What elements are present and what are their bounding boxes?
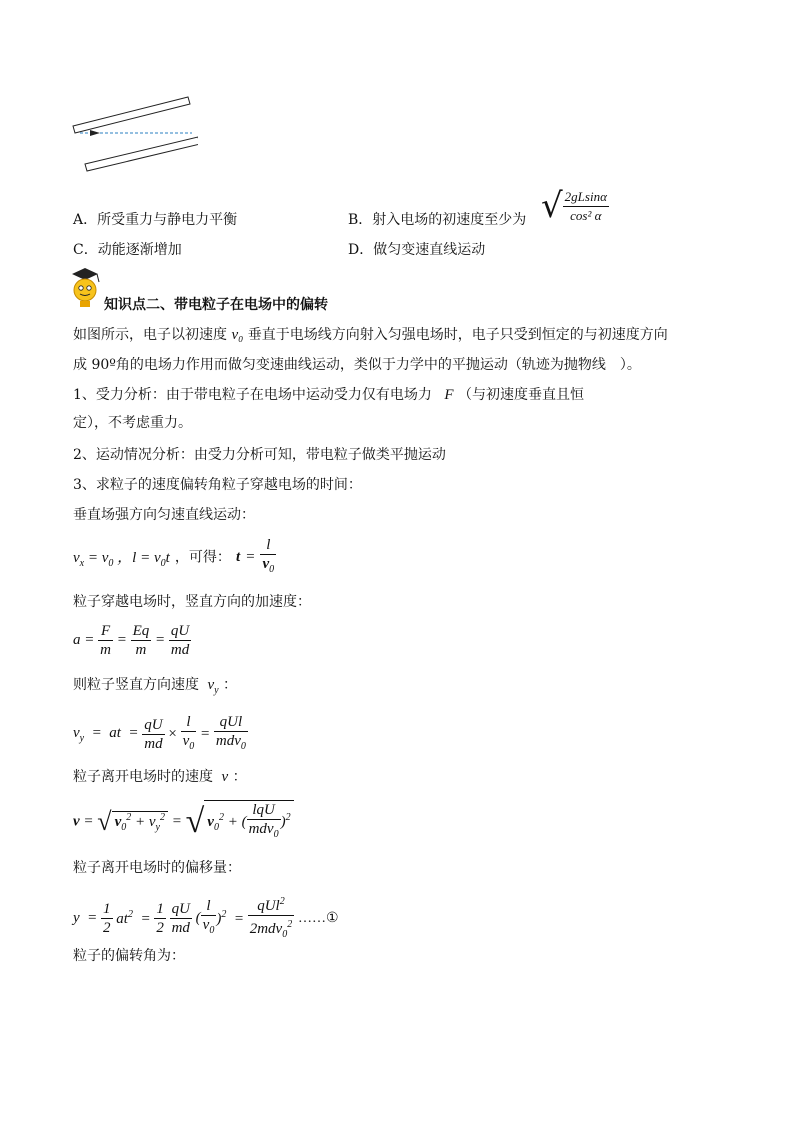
equation-time: $v_x = v_0$ ，$l = v_0t$ ，可得： t = $\frac{l}{v_0}$	[73, 537, 275, 575]
point-2: 2、运动情况分析：由受力分析可知，带电粒子做类平抛运动	[73, 447, 446, 463]
point-1: 1、受力分析：由于带电粒子在电场中运动受力仅有电场力 F （与初速度垂直且恒	[73, 387, 584, 403]
option-a: A．所受重力与静电力平衡	[73, 212, 238, 228]
vertical-label: 粒子穿越电场时，竖直方向的加速度：	[73, 594, 311, 610]
graduate-mascot-icon	[68, 266, 102, 310]
point-3: 3、求粒子的速度偏转角粒子穿越电场的时间：	[73, 477, 362, 493]
parallel-plates-figure	[68, 92, 198, 178]
horizontal-label: 垂直场强方向匀速直线运动：	[73, 507, 255, 523]
intro-line-1: 如图所示，电子以初速度 v₀ 垂直于电场线方向射入匀强电场时，电子只受到恒定的与初速度方向	[73, 327, 668, 343]
option-b: B．射入电场的初速度至少为	[348, 212, 527, 228]
equation-vy: $v_y$ = at = $\frac{qU}{md}$ × $\frac{l}{v_0}$ = $\frac{\text{qUl}}{mdv_0}$	[73, 714, 246, 752]
intro-line-2: 成 90º角的电场力作用而做匀变速曲线运动，类似于力学中的平抛运动（轨迹为抛物线 ）。	[73, 357, 641, 373]
option-b-formula: √ $\frac{2gLsin\alpha}{\text{cos² α}}$	[541, 186, 607, 226]
arrow-icon	[90, 130, 100, 136]
vy-label: 则粒子竖直方向速度 $v_y$ ：	[73, 677, 238, 696]
option-c: C．动能逐渐增加	[73, 242, 182, 258]
angle-label: 粒子的偏转角为：	[73, 948, 185, 964]
upper-plate	[73, 97, 190, 133]
v-label: 粒子离开电场时的速度 v ：	[73, 769, 247, 785]
equation-offset: y = $\frac{1}{2}$ $at^2$ = $\frac{1}{2}$ $\frac{qU}{md}$ ( $\frac{l}{v_0}$ )$^2$ = $\frac{qUl^2}{2mdv_0^2}$ ……①	[73, 893, 339, 944]
equation-acceleration: a = $\frac{F}{m}$ = $\frac{Eq}{m}$ = $\frac{qU}{md}$	[73, 623, 190, 658]
section-title: 知识点二、带电粒子在电场中的偏转	[104, 297, 328, 313]
lower-plate	[85, 137, 198, 171]
offset-label: 粒子离开电场时的偏移量：	[73, 860, 241, 876]
equation-v: v = √ $v_0^2 + v_y^2$ = √ $v_0^2$ + ( $\frac{\text{lqU}}{mdv_0}$ )$^2$	[73, 800, 294, 844]
option-d: D．做匀变速直线运动	[348, 242, 486, 258]
point-1-cont: 定），不考虑重力。	[73, 415, 192, 431]
